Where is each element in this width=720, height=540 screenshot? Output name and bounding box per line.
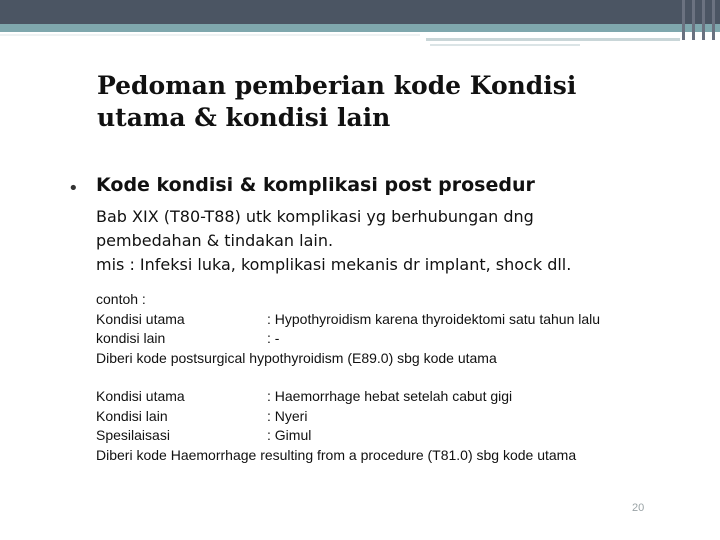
slide-top-bar	[0, 0, 720, 24]
bullet-icon: •	[68, 178, 79, 199]
example-row-value: : Hypothyroidism karena thyroidektomi satu tahun lalu	[267, 310, 601, 327]
bullet-heading: Kode kondisi & komplikasi post prosedur	[96, 174, 535, 196]
slide-corner-stripes	[678, 0, 720, 40]
body-line: Bab XIX (T80-T88) utk komplikasi yg berhubungan dng	[96, 207, 534, 226]
slide-title	[97, 70, 677, 134]
example-label: contoh :	[96, 291, 146, 307]
example-block	[96, 290, 696, 465]
slide-divider-right	[426, 38, 680, 41]
slide-title-line-2: utama & kondisi lain	[97, 103, 391, 132]
example-note: Diberi kode postsurgical hypothyroidism (E89.0) sbg kode utama	[96, 349, 497, 366]
example-row	[96, 329, 696, 349]
example-row	[96, 310, 696, 330]
example-row	[96, 407, 696, 427]
body-line: pembedahan & tindakan lain.	[96, 231, 334, 250]
body-line: mis : Infeksi luka, komplikasi mekanis dr implant, shock dll.	[96, 255, 572, 274]
slide-title-line-1: Pedoman pemberian kode Kondisi	[97, 71, 577, 100]
example-row-key: Kondisi lain	[96, 407, 168, 424]
example-row-value: : Gimul	[267, 427, 312, 443]
example-note: Diberi kode Haemorrhage resulting from a procedure (T81.0) sbg kode utama	[96, 446, 577, 463]
page-number: 20	[632, 502, 645, 514]
example-row	[96, 387, 696, 407]
slide-divider-left	[0, 34, 420, 36]
example-row-value: : Nyeri	[267, 407, 308, 424]
example-row-key: Kondisi utama	[96, 388, 185, 404]
slide-accent-bar	[0, 24, 720, 32]
example-row-key: Kondisi utama	[96, 310, 185, 327]
example-row-value: : Haemorrhage hebat setelah cabut gigi	[267, 388, 513, 404]
bullet-body	[96, 205, 696, 277]
example-row-key: Spesilaisasi	[96, 427, 170, 443]
slide-divider-right-thin	[430, 44, 580, 46]
example-row-value: : -	[267, 330, 280, 346]
example-row-key: kondisi lain	[96, 330, 166, 346]
example-row	[96, 426, 696, 446]
example-spacer	[96, 368, 696, 387]
